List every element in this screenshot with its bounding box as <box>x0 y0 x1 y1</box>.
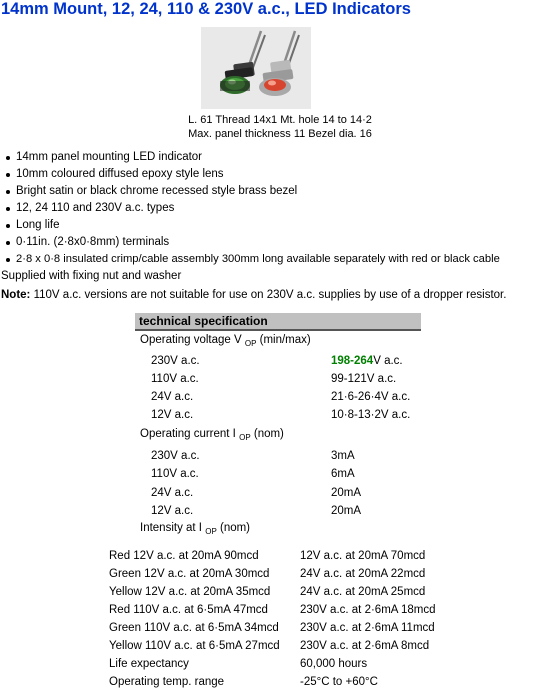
voltage-range: 10·8-13·2V a.c. <box>331 409 411 421</box>
list-item: Long life <box>5 217 500 234</box>
current-sub: OP <box>239 433 251 442</box>
list-item: 14mm panel mounting LED indicator <box>5 149 500 166</box>
voltage-heading <box>140 332 311 349</box>
voltage-type: 24V a.c. <box>151 391 194 403</box>
current-value: 20mA <box>331 505 362 517</box>
current-type: 12V a.c. <box>151 505 194 517</box>
intensity-right: 24V a.c. at 20mA 22mcd <box>300 568 426 580</box>
intensity-left: Red 12V a.c. at 20mA 90mcd <box>109 550 259 562</box>
intensity-left: Yellow 12V a.c. at 20mA 35mcd <box>109 586 271 598</box>
caption-panel: Max. panel thickness 11 Bezel dia. 16 <box>188 128 372 140</box>
life-label: Life expectancy <box>109 658 189 670</box>
list-item: Bright satin or black chrome recessed style brass bezel <box>5 183 500 200</box>
current-value: 20mA <box>331 487 362 499</box>
intensity-right: 230V a.c. at 2·6mA 18mcd <box>300 604 436 616</box>
intensity-right: 230V a.c. at 2·6mA 8mcd <box>300 640 430 652</box>
current-type: 230V a.c. <box>151 450 200 462</box>
intensity-left: Red 110V a.c. at 6·5mA 47mcd <box>109 604 268 616</box>
supplied-note: Supplied with fixing nut and washer <box>1 270 182 282</box>
spec-header: technical specification <box>135 313 421 331</box>
list-item: 0·11in. (2·8x0·8mm) terminals <box>5 234 500 251</box>
current-value: 6mA <box>331 468 355 480</box>
intensity-label: Intensity at I <box>140 522 203 534</box>
voltage-range <box>331 353 403 370</box>
current-type: 24V a.c. <box>151 487 194 499</box>
current-value: 3mA <box>331 450 355 462</box>
intensity-left: Green 12V a.c. at 20mA 30mcd <box>109 568 270 580</box>
voltage-sub: OP <box>244 339 257 348</box>
voltage-range: 21·6-26·4V a.c. <box>331 391 411 403</box>
caption-dimensions: L. 61 Thread 14x1 Mt. hole 14 to 14·2 <box>188 114 372 126</box>
intensity-suffix: (nom) <box>219 522 251 534</box>
voltage-label: Operating voltage V <box>140 334 242 346</box>
intensity-right: 12V a.c. at 20mA 70mcd <box>300 550 426 562</box>
led-indicators-image <box>201 27 311 109</box>
note-label: Note: <box>1 289 31 301</box>
voltage-range: 99-121V a.c. <box>331 373 397 385</box>
intensity-right: 230V a.c. at 2·6mA 11mcd <box>300 622 435 634</box>
current-heading <box>140 426 284 443</box>
voltage-type: 12V a.c. <box>151 409 194 421</box>
current-type: 110V a.c. <box>151 468 199 480</box>
intensity-left: Green 110V a.c. at 6·5mA 34mcd <box>109 622 279 634</box>
intensity-left: Yellow 110V a.c. at 6·5mA 27mcd <box>109 640 280 652</box>
voltage-range-rest: V a.c. <box>373 355 403 367</box>
temp-label: Operating temp. range <box>109 676 225 688</box>
page-title: 14mm Mount, 12, 24, 110 & 230V a.c., LED Indicators <box>1 0 411 18</box>
voltage-type: 110V a.c. <box>151 373 199 385</box>
list-item: 12, 24 110 and 230V a.c. types <box>5 200 500 217</box>
list-item: 2·8 x 0·8 insulated crimp/cable assembly 300mm long available separately with red or black cable <box>5 251 500 268</box>
list-item: 10mm coloured diffused epoxy style lens <box>5 166 500 183</box>
intensity-heading <box>140 520 250 537</box>
voltage-type: 230V a.c. <box>151 355 200 367</box>
current-label: Operating current I <box>140 428 236 440</box>
temp-value: -25°C to +60°C <box>300 676 378 688</box>
warning-note <box>1 289 506 301</box>
life-value: 60,000 hours <box>300 658 368 670</box>
feature-list <box>5 149 500 268</box>
voltage-range-highlight: 198-264 <box>331 355 374 367</box>
product-photo <box>201 27 311 109</box>
current-suffix: (nom) <box>253 428 284 440</box>
intensity-sub: OP <box>205 527 217 536</box>
intensity-right: 24V a.c. at 20mA 25mcd <box>300 586 426 598</box>
voltage-suffix: (min/max) <box>259 334 311 346</box>
note-text: 110V a.c. versions are not suitable for use on 230V a.c. supplies by use of a dropper resistor. <box>33 289 507 301</box>
